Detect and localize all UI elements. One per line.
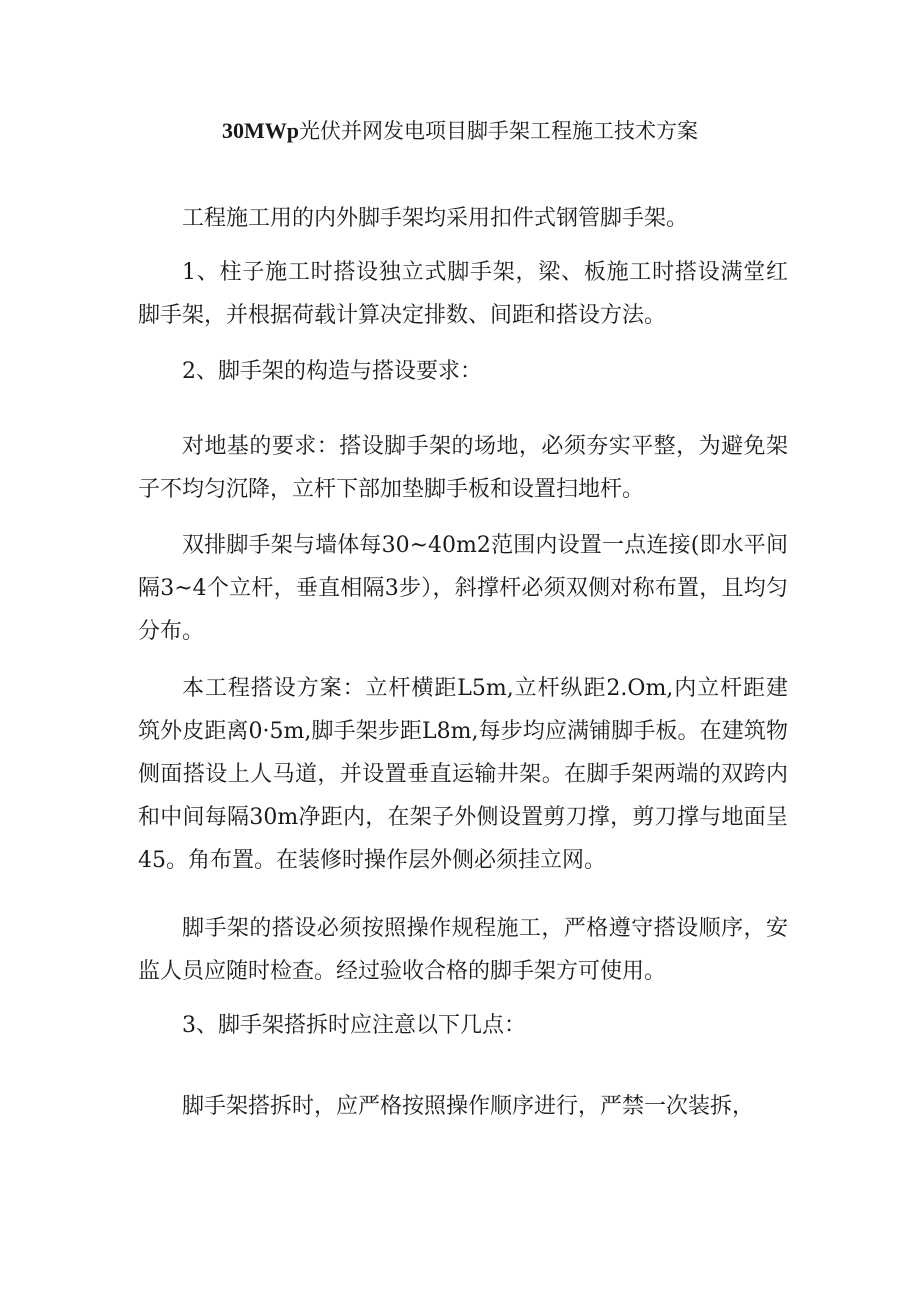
paragraph: 脚手架搭拆时，应严格按照操作顺序进行，严禁一次装拆， bbox=[182, 1094, 755, 1119]
document-title-text: 光伏并网发电项目脚手架工程施工技术方案 bbox=[299, 119, 698, 143]
paragraph: 本工程搭设方案：立杆横距L5m,立杆纵距2.Om,内立杆距建筑外皮距离0·5m,脚手架步距L8m,每步均应满铺脚手板。在建筑物侧面搭设上人马道，并设置垂直运输井架。在脚手架两端的双跨内和中间每隔30m净距内，在架子外侧设置剪刀撑，剪刀撑与地面呈45。角布置。在装修时操作层外侧必须挂立网。 bbox=[138, 676, 788, 873]
paragraph: 2、脚手架的构造与搭设要求： bbox=[182, 359, 482, 384]
paragraph: 工程施工用的内外脚手架均采用扣件式钢管脚手架。 bbox=[182, 206, 689, 231]
paragraph: 对地基的要求：搭设脚手架的场地，必须夯实平整，为避免架子不均匀沉降，立杆下部加垫脚手板和设置扫地杆。 bbox=[138, 434, 788, 502]
paragraph: 双排脚手架与墙体每30~40m2范围内设置一点连接(即水平间隔3~4个立杆，垂直相隔3步），斜撑杆必须双侧对称布置，且均匀分布。 bbox=[138, 533, 788, 644]
paragraph: 脚手架的搭设必须按照操作规程施工，严格遵守搭设顺序，安监人员应随时检查。经过验收合格的脚手架方可使用。 bbox=[138, 916, 788, 984]
paragraph: 1、柱子施工时搭设独立式脚手架，梁、板施工时搭设满堂红脚手架，并根据荷载计算决定排数、间距和搭设方法。 bbox=[138, 260, 788, 328]
document-title bbox=[0, 113, 920, 149]
document-title-bold: 30MWp bbox=[222, 118, 299, 143]
paragraph: 3、脚手架搭拆时应注意以下几点： bbox=[182, 1013, 526, 1038]
